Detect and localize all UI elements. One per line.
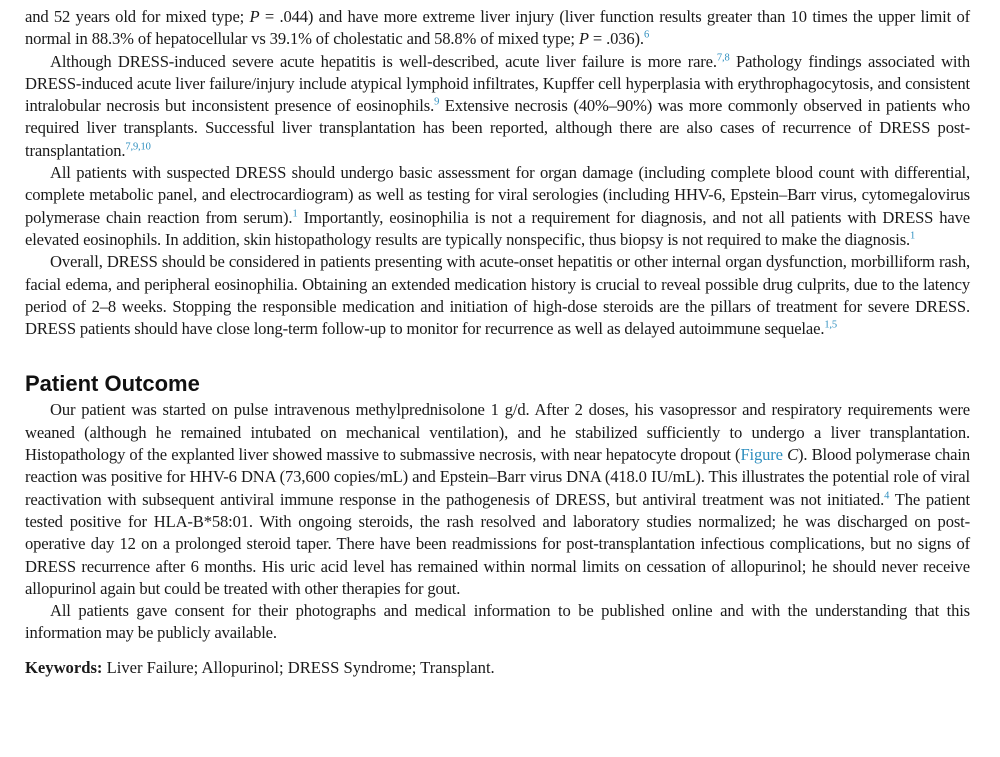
reference-citation[interactable]: 1: [910, 230, 916, 242]
keywords-line: [25, 657, 970, 679]
text-run: and 52 years old for mixed type;: [25, 7, 250, 26]
reference-citation[interactable]: 6: [643, 29, 650, 41]
reference-citation[interactable]: 1,5: [824, 319, 838, 331]
text-run: Our patient was started on pulse intravenous methylprednisolone 1 g/d. After 2 doses, his vasopressor and respiratory requirements were weaned (although he remained intubated on mechanical ventilation), and he stabilized sufficiently to undergo a liver transplantation. Histopathology of the explanted liver showed massive to submassive necrosis, with near hepatocyte dropout (: [25, 400, 970, 465]
italic-text: P: [578, 29, 589, 49]
text-run: ). Blood polymerase chain reaction was positive for HHV-6 DNA (73,600 copies/mL) and Epstein–Barr virus DNA (418.0 IU/mL). This illustrates the potential role of viral reactivation with subsequent antiviral immune response in the pathogenesis of DRESS, but antiviral treatment was not initiated.: [25, 445, 970, 509]
reference-citation[interactable]: 7,8: [716, 52, 730, 64]
text-run: Pathology findings associated with DRESS-induced acute liver failure/injury include atypical lymphoid infiltrates, Kupffer cell hyperplasia with erythrophagocytosis, and consistent intralobular necrosis but inconsistent presence of eosinophils.: [25, 51, 970, 116]
text-run: All patients gave consent for their photographs and medical information to be published online and with the understanding that this information may be publicly available.: [25, 601, 970, 643]
article-page: [25, 6, 970, 679]
reference-citation[interactable]: 9: [434, 96, 440, 108]
reference-citation[interactable]: 4: [884, 490, 890, 502]
paragraph: [25, 51, 970, 162]
text-run: Importantly, eosinophilia is not a requirement for diagnosis, and not all patients with DRESS have elevated eosinophils. In addition, skin histopathology results are typically nonspecific, thus biopsy is not required to make the diagnosis.: [25, 207, 970, 249]
text-run: The patient tested positive for HLA-B*58:01. With ongoing steroids, the rash resolved and laboratory studies normalized; he was discharged on post-operative day 12 on a prolonged steroid taper. There have been readmissions for post-transplantation infectious complications, but no signs of DRESS recurrence after 6 months. His uric acid level has remained within normal limits on cessation of allopurinol; he should never receive allopurinol again but could be treated with other therapies for gout.: [25, 489, 970, 598]
keywords-label: Keywords:: [25, 657, 103, 677]
paragraph: [25, 6, 970, 51]
paragraph: [25, 600, 970, 645]
text-run: = .036).: [588, 29, 644, 49]
reference-citation[interactable]: 1: [292, 208, 298, 220]
text-run: = .044) and have more extreme liver injury (liver function results greater than 10 times the upper limit of normal in 88.3% of hepatocellular vs 39.1% of cholestatic and 58.8% of mixed type;: [25, 7, 970, 49]
italic-text: C: [787, 445, 799, 465]
text-run: Although DRESS-induced severe acute hepatitis is well-described, acute liver failure is more rare.: [50, 51, 717, 71]
section-heading-patient-outcome: Patient Outcome: [25, 371, 200, 397]
italic-text: P: [249, 7, 260, 26]
discussion-section: [25, 6, 970, 340]
paragraph: [25, 162, 970, 251]
patient-outcome-section: [25, 399, 970, 644]
paragraph: [25, 399, 970, 600]
reference-citation[interactable]: 7,9,10: [125, 141, 151, 153]
text-run: All patients with suspected DRESS should undergo basic assessment for organ damage (including complete blood count with differential, complete metabolic panel, and electrocardiogram) as well as testing for viral serologies (including HHV-6, Epstein–Barr virus, cytomegalovirus polymerase chain reaction from serum).: [25, 163, 970, 227]
text-run: Overall, DRESS should be considered in patients presenting with acute-onset hepatitis or other internal organ dysfunction, morbilliform rash, facial edema, and peripheral eosinophilia. Obtaining an extended medication history is crucial to reveal possible drug culprits, due to the latency period of 2–8 weeks. Stopping the responsible medication and initiation of high-dose steroids are the pillars of treatment for severe DRESS. DRESS patients should have close long-term follow-up to monitor for recurrence as well as delayed autoimmune sequelae.: [25, 252, 970, 339]
keywords-text: Liver Failure; Allopurinol; DRESS Syndrome; Transplant.: [102, 657, 495, 677]
text-run: Extensive necrosis (40%–90%) was more commonly observed in patients who required liver transplants. Successful liver transplantation has been reported, although there are also cases of recurrence of DRESS post-transplantation.: [25, 96, 971, 160]
paragraph: [25, 251, 970, 340]
figure-link[interactable]: Figure: [740, 445, 783, 465]
